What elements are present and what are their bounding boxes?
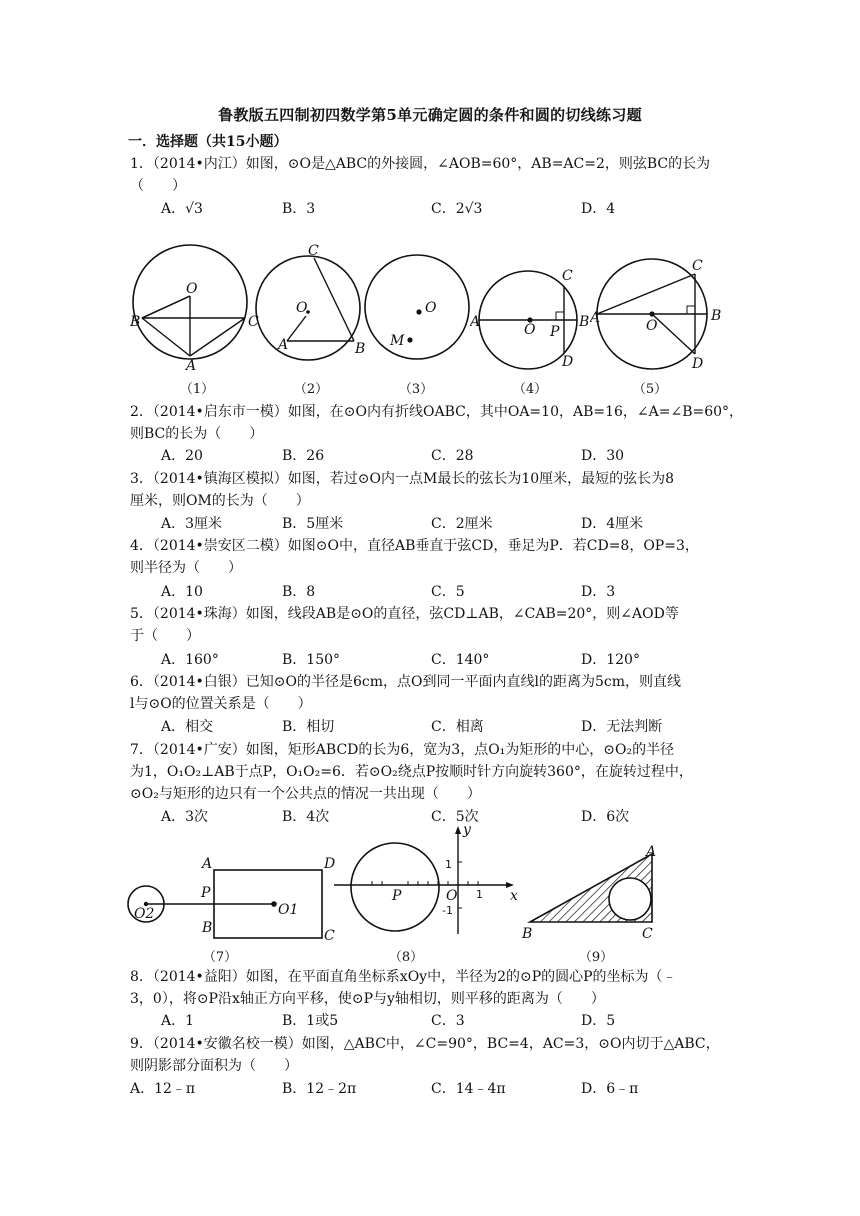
q6-line1: 6．（2014•白银）已知⊙O的半径是6cm，点O到同一平面内直线l的距离为5cm，则直线: [130, 674, 682, 690]
f2-label-b: B: [355, 341, 366, 357]
figure-2: [252, 238, 372, 370]
page-title: 鲁教版五四制初四数学第5单元确定圆的条件和圆的切线练习题: [218, 106, 642, 124]
f8-label-1x: 1: [476, 888, 483, 901]
f3-label-m: M: [390, 333, 405, 349]
q9-line1: 9．（2014•安徽名校一模）如图，△ABC中，∠C=90°，BC=4，AC=3，⊙O内切于△ABC，: [130, 1036, 720, 1052]
f7-label-o2: O2: [134, 906, 155, 922]
q1-line1: 1．（2014•内江）如图，⊙O是△ABC的外接圆，∠AOB=60°，AB=AC=2，则弦BC的长为: [130, 156, 711, 172]
caption-2: （2）: [293, 382, 329, 397]
q6-options: [0, 716, 860, 736]
f4-label-d: D: [562, 354, 574, 370]
q7-option-b[interactable]: B．4次: [282, 809, 330, 825]
q4-option-d[interactable]: D．3: [581, 584, 616, 600]
f8-label-1y: 1: [445, 858, 452, 871]
caption-7: （7）: [202, 950, 238, 965]
f8-label-y: y: [463, 822, 471, 838]
f7-label-c: C: [324, 928, 335, 942]
f3-label-o: O: [425, 300, 437, 316]
q5-line1: 5．（2014•珠海）如图，线段AB是⊙O的直径，弦CD⊥AB，∠CAB=20°，则∠AOD等: [130, 606, 679, 622]
q2-option-b[interactable]: B．26: [282, 448, 325, 464]
q9-option-d[interactable]: D．6﹣π: [581, 1081, 639, 1097]
f1-label-c: C: [248, 314, 259, 330]
f4-label-o: O: [524, 322, 536, 338]
q4-option-c[interactable]: C．5: [431, 584, 465, 600]
f4-label-p: P: [550, 324, 560, 340]
f1-label-o: O: [186, 281, 198, 297]
figure-5: [590, 254, 730, 374]
q7-option-a[interactable]: A．3次: [161, 809, 209, 825]
q1-option-c[interactable]: C．2√3: [431, 201, 483, 217]
f8-label-o: O: [446, 888, 458, 904]
q9-line2: 则阴影部分面积为（ ）: [130, 1058, 298, 1074]
f7-label-p: P: [201, 885, 211, 901]
caption-1: （1）: [179, 382, 215, 397]
q5-option-d[interactable]: D．120°: [581, 652, 640, 668]
q1-options: [0, 198, 860, 218]
q3-line1: 3．（2014•镇海区模拟）如图，若过⊙O内一点M最长的弦长为10厘米，最短的弦长为8: [130, 471, 675, 487]
q1-option-a[interactable]: A．√3: [161, 201, 203, 217]
q9-option-c[interactable]: C．14﹣4π: [431, 1081, 506, 1097]
caption-4: （4）: [512, 382, 548, 397]
f7-label-d: D: [324, 856, 336, 872]
f7-label-a: A: [202, 856, 213, 872]
f9-label-c: C: [642, 926, 653, 942]
f5-label-c: C: [692, 258, 703, 274]
q9-options: [0, 1078, 860, 1098]
q3-option-c[interactable]: C．2厘米: [431, 516, 493, 532]
q4-line1: 4．（2014•崇安区二模）如图⊙O中，直径AB垂直于弦CD，垂足为P．若CD=8，OP=3，: [130, 538, 699, 554]
q2-option-d[interactable]: D．30: [581, 448, 625, 464]
q8-option-d[interactable]: D．5: [581, 1013, 616, 1029]
caption-3: （3）: [398, 382, 434, 397]
figure-9: [518, 842, 668, 942]
q9-option-b[interactable]: B．12﹣2π: [282, 1081, 357, 1097]
q2-line1: 2．（2014•启东市一模）如图，在⊙O内有折线OABC，其中OA=10，AB=16，∠A=∠B=60°，: [130, 404, 744, 420]
f5-label-a: A: [590, 310, 601, 326]
q4-options: [0, 581, 860, 601]
q2-option-a[interactable]: A．20: [161, 448, 203, 464]
q3-option-a[interactable]: A．3厘米: [161, 516, 223, 532]
q7-line2: 为1，O₁O₂⊥AB于点P，O₁O₂=6．若⊙O₂绕点P按顺时针方向旋转360°，在旋转过程中，: [130, 764, 693, 780]
f1-label-b: B: [130, 314, 141, 330]
f2-label-c: C: [308, 243, 319, 259]
q7-line3: ⊙O₂与矩形的边只有一个公共点的情况一共出现（ ）: [130, 786, 481, 802]
caption-9: （9）: [578, 950, 614, 965]
f8-label-neg1: -1: [442, 904, 453, 917]
q1-option-b[interactable]: B．3: [282, 201, 316, 217]
f9-label-b: B: [522, 926, 533, 942]
q4-line2: 则半径为（ ）: [130, 560, 242, 576]
q8-line2: 3，0），将⊙P沿x轴正方向平移，使⊙P与y轴相切，则平移的距离为（ ）: [130, 991, 605, 1007]
figure-3: [362, 252, 474, 364]
section-heading: 一．选择题（共15小题）: [128, 134, 288, 150]
q3-line2: 厘米，则OM的长为（ ）: [130, 493, 310, 509]
q8-options: [0, 1010, 860, 1030]
q8-option-c[interactable]: C．3: [431, 1013, 465, 1029]
q2-options: [0, 445, 860, 465]
q7-option-c[interactable]: C．5次: [431, 809, 479, 825]
q2-line2: 则BC的长为（ ）: [130, 426, 264, 442]
q3-options: [0, 513, 860, 533]
q6-option-c[interactable]: C．相离: [431, 719, 484, 735]
f4-label-c: C: [562, 268, 573, 284]
f7-label-o1: O1: [278, 902, 299, 918]
f1-label-a: A: [186, 358, 197, 374]
f4-label-a: A: [470, 314, 481, 330]
q7-line1: 7．（2014•广安）如图，矩形ABCD的长为6，宽为3，点O₁为矩形的中心，⊙O₂的半径: [130, 742, 675, 758]
f5-label-d: D: [692, 356, 704, 372]
q5-option-b[interactable]: B．150°: [282, 652, 341, 668]
q2-option-c[interactable]: C．28: [431, 448, 474, 464]
q6-option-b[interactable]: B．相切: [282, 719, 335, 735]
q4-option-b[interactable]: B．8: [282, 584, 316, 600]
q6-option-a[interactable]: A．相交: [161, 719, 214, 735]
q9-option-a[interactable]: A．12﹣π: [130, 1081, 196, 1097]
caption-5: （5）: [632, 382, 668, 397]
q1-line2: （ ）: [130, 178, 186, 194]
q8-line1: 8．（2014•益阳）如图，在平面直角坐标系xOy中，半径为2的⊙P的圆心P的坐标为（﹣: [130, 969, 677, 985]
q1-option-d[interactable]: D．4: [581, 201, 616, 217]
caption-8: （8）: [388, 950, 424, 965]
q5-line2: 于（ ）: [130, 628, 200, 644]
q8-option-a[interactable]: A．1: [161, 1013, 195, 1029]
f4-label-b: B: [579, 314, 590, 330]
figure-8: [332, 822, 522, 942]
q7-option-d[interactable]: D．6次: [581, 809, 630, 825]
q5-options: [0, 649, 860, 669]
f7-label-b: B: [202, 920, 213, 936]
f8-label-p: P: [392, 888, 402, 904]
f5-label-o: O: [646, 318, 658, 334]
figure-1: [128, 238, 268, 376]
q3-option-d[interactable]: D．4厘米: [581, 516, 644, 532]
figure-7: [126, 852, 346, 942]
f5-label-b: B: [711, 308, 722, 324]
q4-option-a[interactable]: A．10: [161, 584, 203, 600]
figure-4: [470, 262, 600, 374]
q8-option-b[interactable]: B．1或5: [282, 1013, 339, 1029]
f2-label-o: O: [296, 300, 308, 316]
f8-label-x: x: [510, 888, 518, 904]
q5-option-c[interactable]: C．140°: [431, 652, 490, 668]
f2-label-a: A: [278, 337, 289, 353]
q3-option-b[interactable]: B．5厘米: [282, 516, 344, 532]
q6-line2: l与⊙O的位置关系是（ ）: [130, 696, 312, 712]
f9-label-a: A: [646, 844, 657, 860]
q6-option-d[interactable]: D．无法判断: [581, 719, 663, 735]
q5-option-a[interactable]: A．160°: [161, 652, 219, 668]
